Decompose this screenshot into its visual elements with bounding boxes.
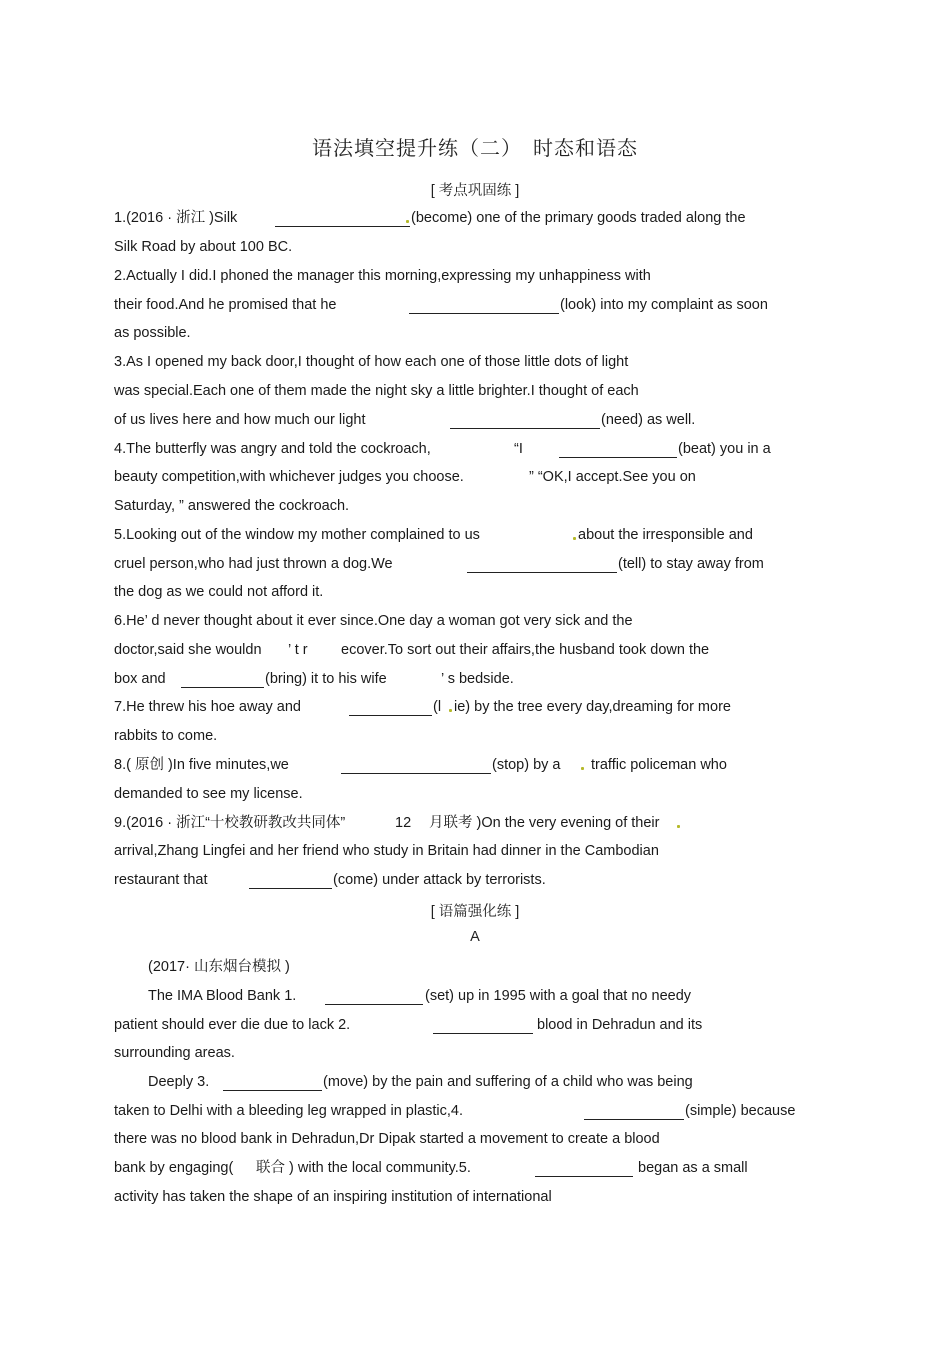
ink-dot xyxy=(677,825,680,828)
answer-blank-q3[interactable] xyxy=(450,428,600,429)
section-heading-reading: [ 语篇强化练 ] xyxy=(430,904,520,920)
passage-line-8: activity has taken the shape of an inspiring institution of international xyxy=(114,1189,552,1205)
passage-source: (2017· 山东烟台模拟 ) xyxy=(148,959,290,975)
question-3-line-2: was special.Each one of them made the night sky a little brighter.I thought of each xyxy=(114,383,639,399)
answer-blank-p1[interactable] xyxy=(325,1004,423,1005)
answer-blank-q4[interactable] xyxy=(559,457,677,458)
answer-blank-q7[interactable] xyxy=(349,715,432,716)
passage-label-a: A xyxy=(470,929,480,945)
answer-blank-q6[interactable] xyxy=(181,687,264,688)
section-heading-review: [ 考点巩固练 ] xyxy=(430,183,520,199)
question-2-line-1: 2.Actually I did.I phoned the manager this morning,expressing my unhappiness with xyxy=(114,268,651,284)
question-3-line-1: 3.As I opened my back door,I thought of how each one of those little dots of light xyxy=(114,354,629,370)
question-5-line-3: the dog as we could not afford it. xyxy=(114,584,324,600)
answer-blank-p5[interactable] xyxy=(535,1176,633,1177)
ink-dot xyxy=(449,709,452,712)
answer-blank-p4[interactable] xyxy=(584,1119,684,1120)
question-1-line-2: Silk Road by about 100 BC. xyxy=(114,239,293,255)
question-4-line-3: Saturday, ” answered the cockroach. xyxy=(114,498,350,514)
passage-line-6: there was no blood bank in Dehradun,Dr Dipak started a movement to create a blood xyxy=(114,1131,660,1147)
ink-dot xyxy=(573,537,576,540)
question-6-line-1: 6.He’ d never thought about it ever since.One day a woman got very sick and the xyxy=(114,613,633,629)
question-7-line-2: rabbits to come. xyxy=(114,728,218,744)
answer-blank-p2[interactable] xyxy=(433,1033,533,1034)
page-title: 语法填空提升练（二） 时态和语态 xyxy=(312,136,638,160)
question-2-line-3: as possible. xyxy=(114,325,191,341)
answer-blank-q2[interactable] xyxy=(409,313,559,314)
answer-blank-q8[interactable] xyxy=(341,773,491,774)
answer-blank-q5[interactable] xyxy=(467,572,617,573)
ink-dot xyxy=(581,767,584,770)
ink-dot xyxy=(406,220,409,223)
answer-blank-p3[interactable] xyxy=(223,1090,322,1091)
question-9-line-2: arrival,Zhang Lingfei and her friend who study in Britain had dinner in the Cambodian xyxy=(114,843,659,859)
answer-blank-q1[interactable] xyxy=(275,226,410,227)
answer-blank-q9[interactable] xyxy=(249,888,332,889)
question-8-line-2: demanded to see my license. xyxy=(114,786,303,802)
passage-line-3: surrounding areas. xyxy=(114,1045,235,1061)
